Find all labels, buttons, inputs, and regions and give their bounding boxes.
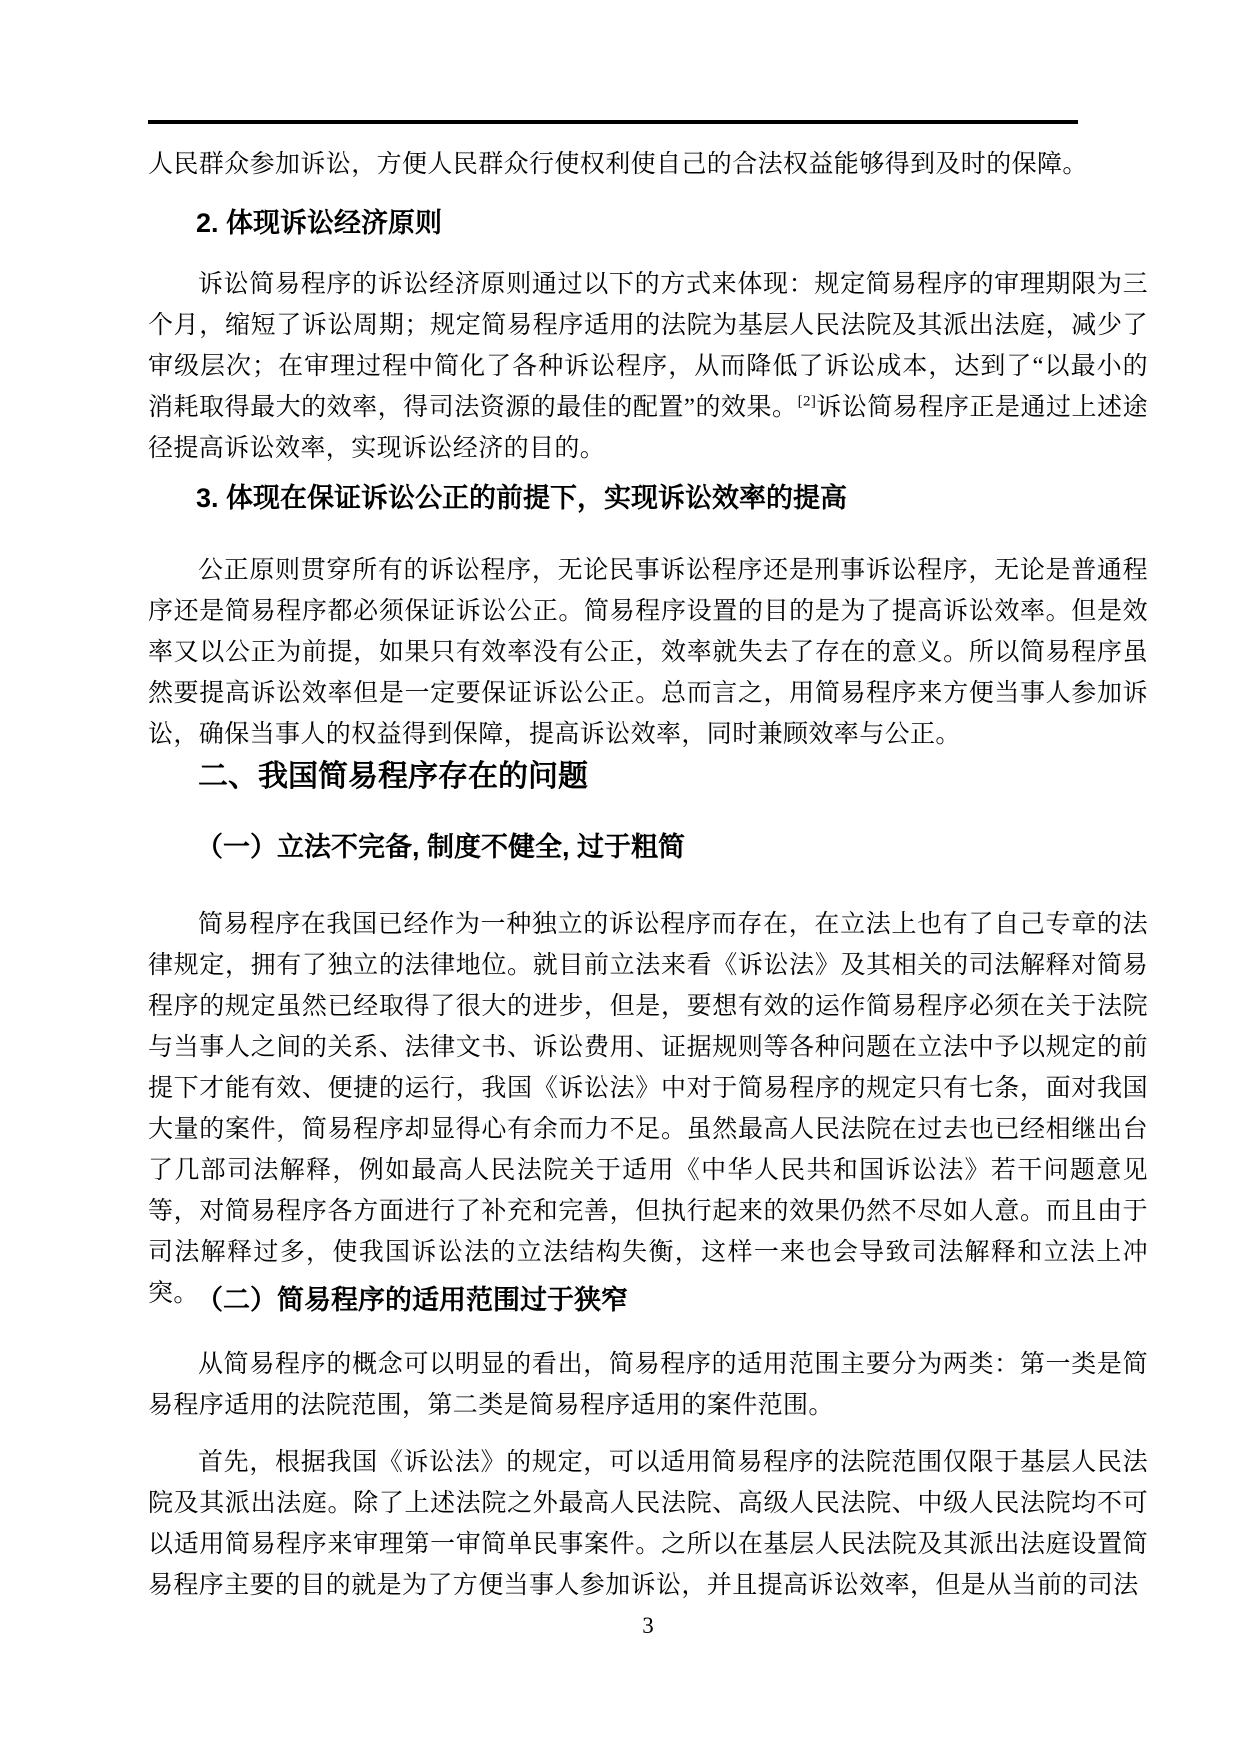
heading-section-2: 二、我国简易程序存在的问题 xyxy=(198,760,588,793)
body-paragraph: 人民群众参加诉讼，方便人民群众行使权利使自己的合法权益能够得到及时的保障。 xyxy=(148,151,1088,178)
heading-subsection-2: （二）简易程序的适用范围过于狭窄 xyxy=(196,1285,628,1315)
body-paragraph: 公正原则贯穿所有的诉讼程序，无论民事诉讼程序还是刑事诉讼程序，无论是普通程序还是简易程序都必须保证诉讼公正。简易程序设置的目的是为了提高诉讼效率。但是效率又以公正为前提，如果只有效率没有公正，效率就失去了存在的意义。所以简易程序虽然要提高诉讼效率但是一定要保证诉讼公正。总而言之，用简易程序来方便当事人参加诉讼，确保当事人的权益得到保障，提高诉讼效率，同时兼顾效率与公正。 xyxy=(148,557,1148,748)
heading-point-3: 3. 体现在保证诉讼公正的前提下，实现诉讼效率的提高 xyxy=(196,483,848,513)
body-paragraph: 从简易程序的概念可以明显的看出，简易程序的适用范围主要分为两类：第一类是简易程序适用的法院范围，第二类是简易程序适用的案件范围。 xyxy=(148,1351,1148,1419)
paragraph-text-after-ref: 诉讼简易程序正是通过上述途径提高诉讼效率，实现诉讼经济的目的。 xyxy=(148,394,1148,462)
body-paragraph xyxy=(148,264,1148,469)
footnote-reference-marker: [2] xyxy=(797,393,817,410)
heading-subsection-1: （一）立法不完备, 制度不健全, 过于粗简 xyxy=(196,832,686,862)
page-number: 3 xyxy=(642,1613,654,1638)
heading-point-2: 2. 体现诉讼经济原则 xyxy=(196,208,443,238)
page-header-rule xyxy=(148,120,1078,124)
body-paragraph: 首先，根据我国《诉讼法》的规定，可以适用简易程序的法院范围仅限于基层人民法院及其派出法庭。除了上述法院之外最高人民法院、高级人民法院、中级人民法院均不可以适用简易程序来审理第一审简单民事案件。之所以在基层人民法院及其派出法庭设置简易程序主要的目的就是为了方便当事人参加诉讼，并且提高诉讼效率，但是从当前的司法 xyxy=(148,1449,1148,1599)
body-paragraph: 简易程序在我国已经作为一种独立的诉讼程序而存在，在立法上也有了自己专章的法律规定，拥有了独立的法律地位。就目前立法来看《诉讼法》及其相关的司法解释对简易程序的规定虽然已经取得了很大的进步，但是，要想有效的运作简易程序必须在关于法院与当事人之间的关系、法律文书、诉讼费用、证据规则等各种问题在立法中予以规定的前提下才能有效、便捷的运行，我国《诉讼法》中对于简易程序的规定只有七条，面对我国大量的案件，简易程序却显得心有余而力不足。虽然最高人民法院在过去也已经相继出台了几部司法解释，例如最高人民法院关于适用《中华人民共和国诉讼法》若干问题意见等，对简易程序各方面进行了补充和完善，但执行起来的效果仍然不尽如人意。而且由于司法解释过多，使我国诉讼法的立法结构失衡，这样一来也会导致司法解释和立法上冲突。 xyxy=(148,911,1148,1307)
paragraph-text-before-ref: 诉讼简易程序的诉讼经济原则通过以下的方式来体现：规定简易程序的审理期限为三个月，缩短了诉讼周期；规定简易程序适用的法院为基层人民法院及其派出法庭，减少了审级层次；在审理过程中简化了各种诉讼程序，从而降低了诉讼成本，达到了“以最小的消耗取得最大的效率，得司法资源的最佳的配置”的效果。 xyxy=(148,271,1148,421)
